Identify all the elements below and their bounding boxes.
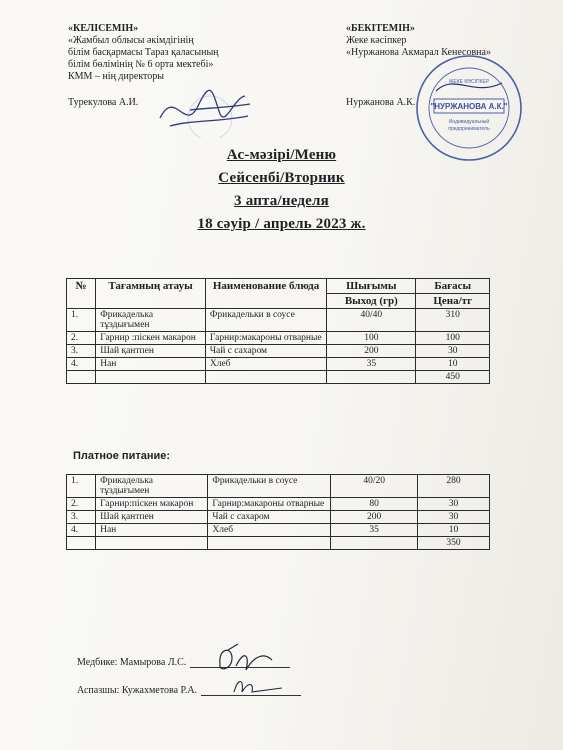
- row-dish-kz: Нан: [96, 524, 208, 537]
- row-dish-kz: Шай қантпен: [96, 345, 206, 358]
- row-dish-ru: Хлеб: [208, 524, 331, 537]
- row-dish-ru: Чай с сахаром: [208, 511, 331, 524]
- row-price: 30: [416, 345, 490, 358]
- header-output-kz: Шығымы: [327, 279, 416, 294]
- row-weight: 80: [331, 498, 418, 511]
- row-dish-kz: Гарнир :піскен макарон: [96, 332, 206, 345]
- stamp-sub2: предприниматель: [448, 126, 490, 132]
- row-weight: 40/40: [327, 309, 416, 332]
- row-dish-ru: Чай с сахаром: [205, 345, 326, 358]
- table-row: [67, 475, 490, 498]
- row-price: 100: [416, 332, 490, 345]
- title-line3: 3 апта/неделя: [234, 193, 329, 209]
- stamp-sub1: Индивидуальный: [448, 119, 490, 125]
- row-dish-kz: Фрикаделька тұздығымен: [96, 309, 206, 332]
- row-price: 280: [418, 475, 490, 498]
- table-total-row: [67, 371, 490, 384]
- title-line1: Ас-мәзірі/Меню: [226, 147, 337, 163]
- row-dish-ru: Гарнир:макароны отварные: [208, 498, 331, 511]
- title-line4: 18 сәуір / апрель 2023 ж.: [197, 216, 366, 232]
- header-num: №: [67, 279, 96, 309]
- table-row: [67, 309, 490, 332]
- row-num: 4.: [67, 358, 96, 371]
- row-num: 2.: [67, 332, 96, 345]
- table-row: [67, 345, 490, 358]
- header-name-kz: Тағамның атауы: [96, 279, 206, 309]
- row-num: 1.: [67, 475, 96, 498]
- row-num: 1.: [67, 309, 96, 332]
- approval-left-title: «КЕЛІСЕМІН»: [68, 23, 139, 34]
- row-weight: 100: [327, 332, 416, 345]
- row-dish-kz: Фрикаделька тұздығымен: [96, 475, 208, 498]
- row-num: 3.: [67, 345, 96, 358]
- row-dish-kz: Нан: [96, 358, 206, 371]
- approval-left-line2: білім басқармасы Тараз қаласының: [68, 47, 219, 58]
- stamp-top-text: ЖЕКЕ КӘСІПКЕР: [448, 79, 490, 85]
- approval-right-signer: Нуржанова А.К.: [346, 97, 416, 108]
- row-price: 30: [418, 511, 490, 524]
- row-dish-ru: Гарнир:макароны отварные: [205, 332, 326, 345]
- row-dish-kz: Шай қантпен: [96, 511, 208, 524]
- row-dish-ru: Фрикадельки в соусе: [208, 475, 331, 498]
- row-weight: 35: [327, 358, 416, 371]
- row-price: 10: [418, 524, 490, 537]
- menu-total: 450: [416, 371, 490, 384]
- row-weight: 40/20: [331, 475, 418, 498]
- approval-left-line4: КММ – нің директоры: [68, 71, 164, 82]
- menu-table: [66, 278, 490, 384]
- approval-right-line2: «Нуржанова Акмарал Кенесовна»: [346, 47, 491, 58]
- table-row: [67, 332, 490, 345]
- header-output-ru: Выход (гр): [327, 294, 416, 309]
- approval-right-title: «БЕКІТЕМІН»: [346, 23, 415, 34]
- paid-total: 350: [418, 537, 490, 550]
- row-num: 4.: [67, 524, 96, 537]
- header-price-ru: Цена/тг: [416, 294, 490, 309]
- row-num: 2.: [67, 498, 96, 511]
- table-row: [67, 524, 490, 537]
- row-price: 10: [416, 358, 490, 371]
- director-signature: [150, 78, 260, 138]
- approval-left-line1: «Жамбыл облысы әкімдігінің: [68, 35, 194, 46]
- row-price: 310: [416, 309, 490, 332]
- table-row: [67, 498, 490, 511]
- header-price-kz: Бағасы: [416, 279, 490, 294]
- table-row: [67, 358, 490, 371]
- approval-left-line3: білім бөлімінің № 6 орта мектебі»: [68, 59, 214, 70]
- table-header-row: [67, 279, 490, 294]
- table-row: [67, 511, 490, 524]
- header-name-ru: Наименование блюда: [205, 279, 326, 309]
- paid-menu-table: [66, 474, 490, 550]
- cook-label: Аспазшы: Кужахметова Р.А.: [77, 685, 198, 696]
- menu-title-block: [0, 144, 563, 236]
- row-price: 30: [418, 498, 490, 511]
- paid-meals-label: Платное питание:: [73, 450, 171, 462]
- approval-right-line1: Жеке кәсіпкер: [346, 35, 407, 46]
- nurse-label: Медбике: Мамырова Л.С.: [77, 657, 187, 668]
- row-dish-ru: Фрикадельки в соусе: [205, 309, 326, 332]
- title-line2: Сейсенбі/Вторник: [218, 170, 345, 186]
- approval-left-signer: Турекулова А.И.: [68, 97, 139, 108]
- row-weight: 200: [331, 511, 418, 524]
- row-dish-kz: Гарнир:піскен макарон: [96, 498, 208, 511]
- row-dish-ru: Хлеб: [205, 358, 326, 371]
- row-weight: 35: [331, 524, 418, 537]
- row-num: 3.: [67, 511, 96, 524]
- stamp-name: "НУРЖАНОВА А.К.": [430, 102, 508, 111]
- table-total-row: [67, 537, 490, 550]
- row-weight: 200: [327, 345, 416, 358]
- cook-signature: [230, 674, 290, 698]
